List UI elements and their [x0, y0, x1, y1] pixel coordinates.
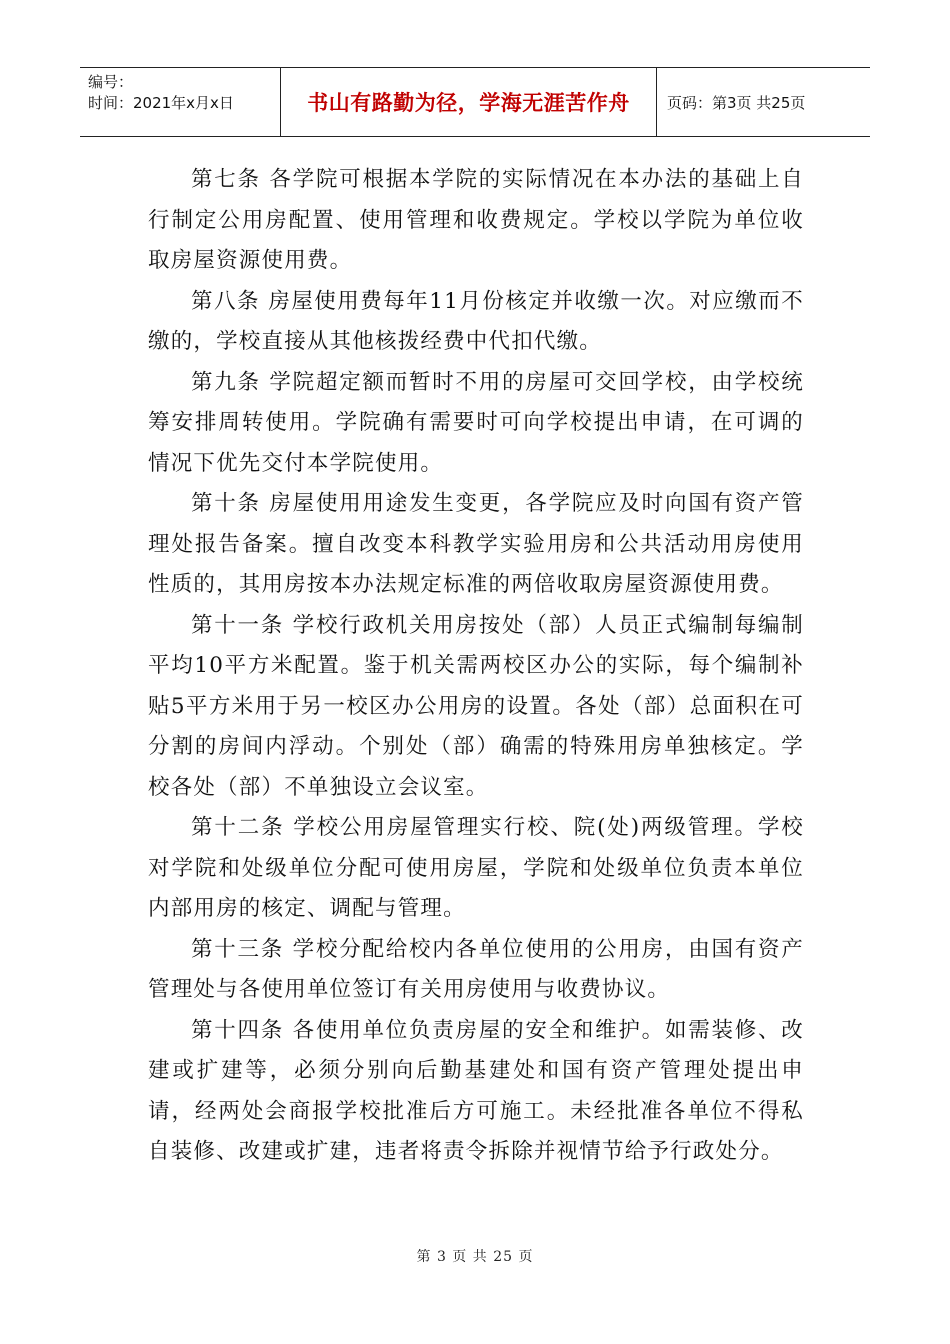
header-page-info: 页码：第3页 共25页 — [667, 93, 806, 112]
document-body — [148, 160, 804, 1173]
page-header — [80, 67, 870, 137]
header-meta — [80, 68, 281, 136]
time-label: 时间：2021年x月x日 — [88, 94, 234, 112]
number-label: 编号： — [88, 73, 134, 91]
article-8: 第八条 房屋使用费每年11月份核定并收缴一次。对应缴而不缴的，学校直接从其他核拨经费中代扣代缴。 — [148, 288, 804, 354]
article-12: 第十二条 学校公用房屋管理实行校、院(处)两级管理。学校对学院和处级单位分配可使用房屋，学院和处级单位负责本单位内部用房的核定、调配与管理。 — [148, 815, 804, 921]
article-9: 第九条 学院超定额而暂时不用的房屋可交回学校，由学校统筹安排周转使用。学院确有需要时可向学校提出申请，在可调的情况下优先交付本学院使用。 — [148, 369, 804, 476]
article-11: 第十一条 学校行政机关用房按处（部）人员正式编制每编制平均10平方米配置。鉴于机关需两校区办公的实际，每个编制补贴5平方米用于另一校区办公用房的设置。各处（部）总面积在可分割的房间内浮动。个别处（部）确需的特殊用房单独核定。学校各处（部）不单独设立会议室。 — [148, 612, 804, 800]
article-13: 第十三条 学校分配给校内各单位使用的公用房，由国有资产管理处与各使用单位签订有关用房使用与收费协议。 — [148, 936, 804, 1002]
article-10: 第十条 房屋使用用途发生变更，各学院应及时向国有资产管理处报告备案。擅自改变本科教学实验用房和公共活动用房使用性质的，其用房按本办法规定标准的两倍收取房屋资源使用费。 — [148, 491, 804, 597]
article-7: 第七条 各学院可根据本学院的实际情况在本办法的基础上自行制定公用房配置、使用管理和收费规定。学校以学院为单位收取房屋资源使用费。 — [148, 167, 804, 273]
page-footer: 第 3 页 共 25 页 — [416, 1249, 534, 1265]
header-motto: 书山有路勤为径，学海无涯苦作舟 — [281, 68, 657, 136]
article-14: 第十四条 各使用单位负责房屋的安全和维护。如需装修、改建或扩建等，必须分别向后勤基建处和国有资产管理处提出申请，经两处会商报学校批准后方可施工。未经批准各单位不得私自装修、改建或扩建，违者将责令拆除并视情节给予行政处分。 — [148, 1017, 804, 1164]
